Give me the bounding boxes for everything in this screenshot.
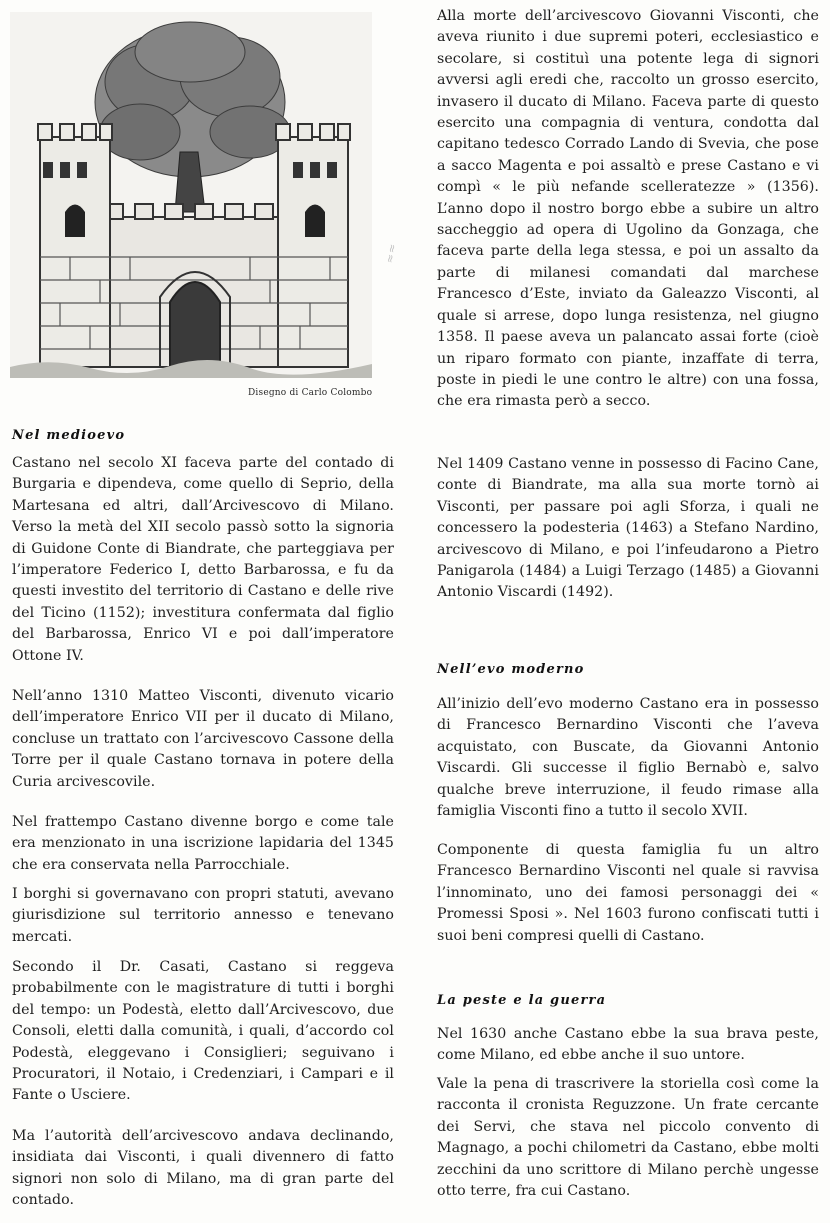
para-evo-moderno-2: Componente di questa famiglia fu un altro Francesco Bernardino Visconti nel quale si ravvisa l’innominato, uno dei famosi personaggi dei « Promessi Sposi ». Nel 1603 furono confiscati tutti i suoi beni compresi quelli di Castano. xyxy=(437,842,819,944)
para-medioevo-4: I borghi si governavano con propri statuti, avevano giurisdizione sul territorio annesso e tenevano mercati. xyxy=(12,886,394,945)
para-peste-2: Vale la pena di trascrivere la storiella così come la racconta il cronista Reguzzone. Un frate cercante dei Servi, che stava nel piccolo convento di Magnago, a pochi chilometri da Castano, ebbe molti zecchini da uno scrittore di Milano perchè ungesse otto terre, fra cui Castano. xyxy=(437,1076,819,1200)
para-right-2: Nel 1409 Castano venne in possesso di Facino Cane, conte di Biandrate, ma alla sua morte tornò ai Visconti, per passare poi agli Sforza, i quali ne concessero la podesteria (1463) a Stefano Nardino, arcivescovo di Milano, e poi l’infeudarono a Pietro Panigarola (1484) a Luigi Terzago (1485) a Giovanni Antonio Viscardi (1492). xyxy=(437,456,819,601)
para-medioevo-3: Nel frattempo Castano divenne borgo e come tale era menzionato in una iscrizione lapidaria del 1345 che era conservata nella Parrocchiale. xyxy=(12,814,394,873)
pencil-mark: ≈≈ xyxy=(383,241,400,265)
para-right-1: Alla morte dell’arcivescovo Giovanni Visconti, che aveva riunito i due supremi poteri, ecclesiastico e secolare, si costituì una potente lega di signori avversi agli eredi che, raccolto un grosso esercito, invasero il ducato di Milano. Faceva parte di questo esercito una compagnia di ventura, condotta dal capitano tedesco Corrado Lando di Svevia, che pose a sacco Magenta e poi assaltò e prese Castano e vi compì « le più nefande scelleratezze » (1356). L’anno dopo il nostro borgo ebbe a subire un altro saccheggio ad opera di Ugolino da Gonzaga, che faceva parte della lega stessa, e poi un assalto da parte di milanesi comandati dal marchese Francesco d’Este, inviato da Galeazzo Visconti, al quale si arrese, dopo lunga resistenza, nel giugno 1358. Il paese aveva un palancato assai forte (cioè un riparo formato con piante, inzaffate di terra, poste in piedi le une contro le altre) con una fossa, che era rimasta però a secco. xyxy=(437,8,819,410)
heading-evo-moderno: Nell’evo moderno xyxy=(437,662,585,677)
para-medioevo-5: Secondo il Dr. Casati, Castano si reggeva probabilmente con le magistrature di tutti i borghi del tempo: un Podestà, eletto dall’Arcivescovo, due Consoli, eletti dalla comunità, i quali, d’accordo col Podestà, eleggevano i Consiglieri; seguivano i Procuratori, il Notaio, i Credenziari, i Campari e il Fante o Usciere. xyxy=(12,959,394,1104)
para-medioevo-1: Castano nel secolo XI faceva parte del contado di Burgaria e dipendeva, come quello di Seprio, della Martesana ed altri, dall’Arcivescovo di Milano. Verso la metà del XII secolo passò sotto la signoria di Guidone Conte di Biandrate, che parteggiava per l’imperatore Federico I, detto Barbarossa, e fu da questi investito del territorio di Castano e delle rive del Ticino (1152); investitura confermata dal figlio del Barbarossa, Enrico VI e poi dall’imperatore Ottone IV. xyxy=(12,455,394,664)
castle-drawing-icon xyxy=(10,12,372,378)
para-medioevo-2: Nell’anno 1310 Matteo Visconti, divenuto vicario dell’imperatore Enrico VII per il ducato di Milano, concluse un trattato con l’arcivescovo Cassone della Torre per il quale Castano tornava in potere della Curia arcivescovile. xyxy=(12,688,394,790)
figure-caption: Disegno di Carlo Colombo xyxy=(248,388,373,398)
para-peste-1: Nel 1630 anche Castano ebbe la sua brava peste, come Milano, ed ebbe anche il suo untore. xyxy=(437,1026,819,1064)
para-medioevo-6: Ma l’autorità dell’arcivescovo andava declinando, insidiata dai Visconti, i quali divennero di fatto signori non solo di Milano, ma di gran parte del contado. xyxy=(12,1128,394,1209)
para-evo-moderno-1: All’inizio dell’evo moderno Castano era in possesso di Francesco Bernardino Visconti che l’aveva acquistato, con Buscate, da Giovanni Antonio Viscardi. Gli successe il figlio Bernabò e, salvo qualche breve interruzione, il feudo rimase alla famiglia Visconti fino a tutto il secolo XVII. xyxy=(437,696,819,820)
heading-peste: La peste e la guerra xyxy=(437,993,607,1008)
heading-medioevo: Nel medioevo xyxy=(12,428,126,443)
castle-illustration xyxy=(10,12,372,378)
